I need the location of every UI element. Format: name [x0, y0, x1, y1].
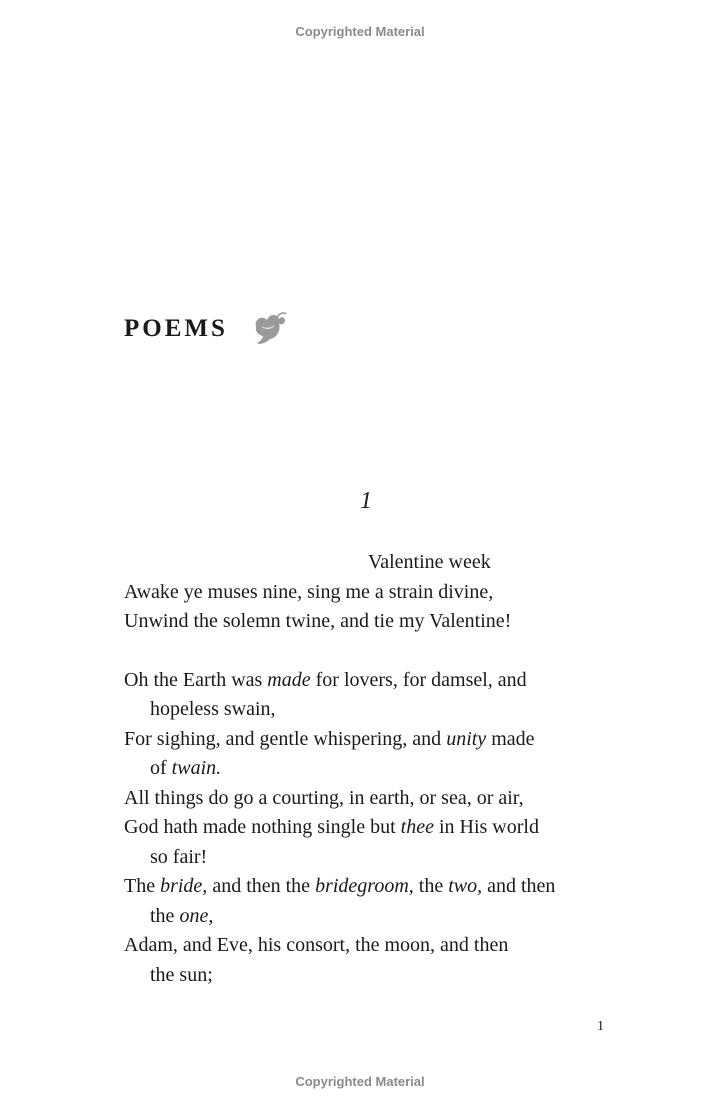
- poem-line: For sighing, and gentle whispering, and unity made: [124, 727, 535, 750]
- stanza-break: [124, 637, 614, 666]
- poem-line: Oh the Earth was made for lovers, for damsel, and: [124, 668, 527, 691]
- poem-line-continuation: the sun;: [150, 963, 213, 986]
- copyright-watermark-bottom: Copyrighted Material: [295, 1074, 425, 1089]
- poem-line: Adam, and Eve, his consort, the moon, and then: [124, 934, 509, 956]
- poem-line: Awake ye muses nine, sing me a strain divine,: [124, 580, 494, 603]
- poem-line-continuation: hopeless swain,: [150, 698, 276, 720]
- poem-epigraph: Valentine week: [368, 551, 491, 573]
- poem-line: God hath made nothing single but thee in His world: [124, 816, 539, 838]
- poem-body: [124, 548, 614, 990]
- poem-line-continuation: the one,: [150, 904, 214, 927]
- poem-number: 1: [360, 488, 372, 514]
- poem-line: All things do go a courting, in earth, or sea, or air,: [124, 786, 524, 809]
- page-number: 1: [597, 1019, 604, 1034]
- poem-line-continuation: so fair!: [150, 845, 208, 868]
- poem-line: Unwind the solemn twine, and tie my Valentine!: [124, 610, 512, 632]
- section-title: POEMS: [124, 315, 228, 342]
- poem-line-continuation: of twain.: [150, 757, 222, 779]
- copyright-watermark-top: Copyrighted Material: [295, 24, 425, 39]
- poem-line: The bride, and then the bridegroom, the two, and then: [124, 875, 556, 897]
- leaf-ornament-icon: [250, 311, 288, 347]
- section-heading: [124, 311, 288, 347]
